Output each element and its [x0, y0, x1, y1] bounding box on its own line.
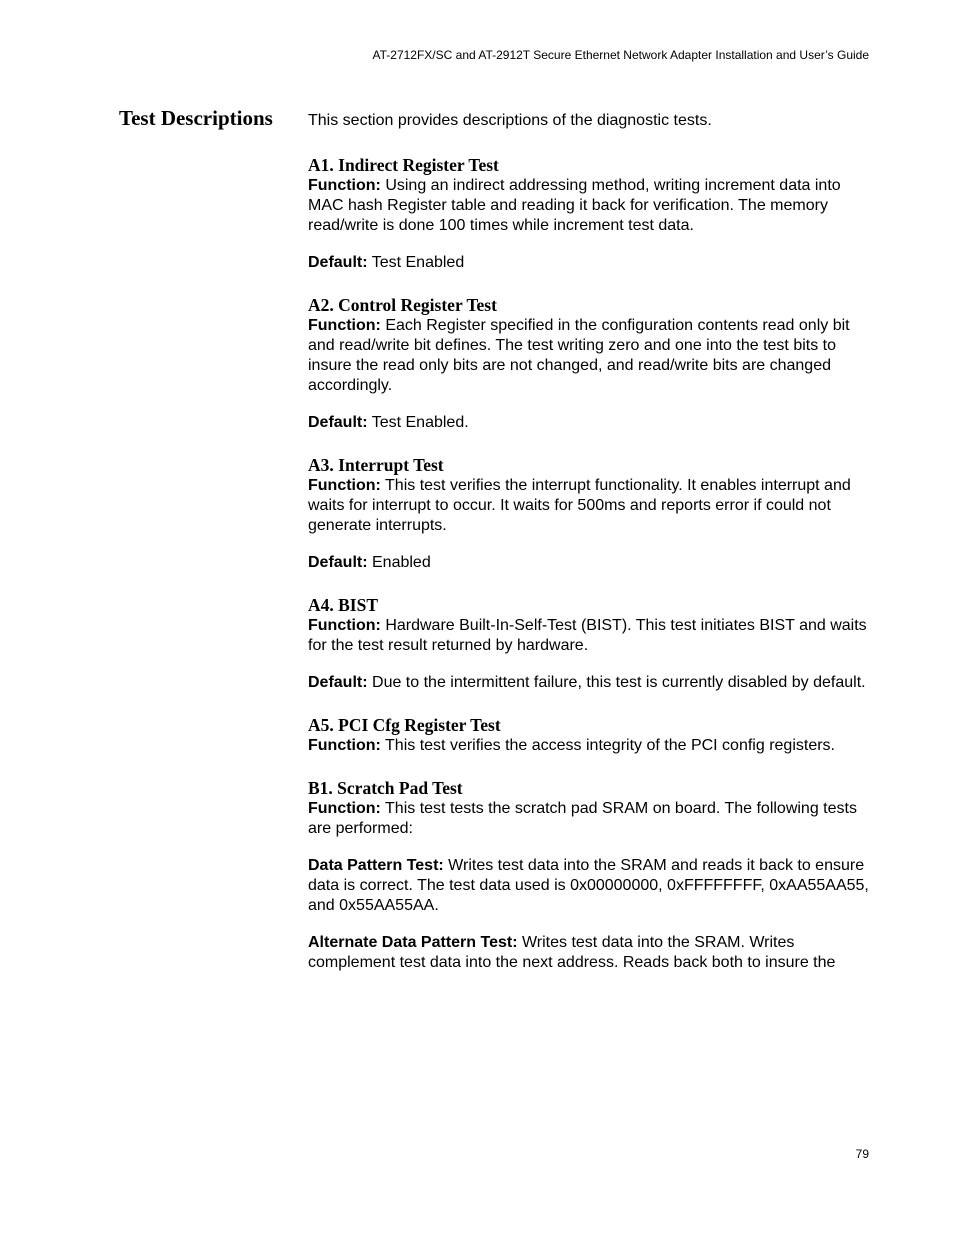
test-heading: A1. Indirect Register Test [308, 155, 499, 175]
alternate-pattern-text: Writes test data into the SRAM. Writes complement test data into the next address. Reads back both to insure the [308, 934, 836, 971]
data-pattern-paragraph [308, 856, 874, 916]
default-text: Enabled [367, 554, 431, 571]
test-block-b1 [308, 777, 874, 973]
section-title: Test Descriptions [119, 106, 273, 130]
default-paragraph [308, 553, 874, 573]
data-pattern-text: Writes test data into the SRAM and reads it back to ensure data is correct. The test data used is 0x00000000, 0xFFFFFFFF, 0xAA55AA55, and 0x55AA55AA. [308, 857, 869, 914]
function-label: Function: [308, 177, 381, 194]
default-label: Default: [308, 414, 368, 431]
default-text: Test Enabled. [367, 414, 469, 431]
test-block-a4 [308, 594, 874, 693]
default-text: Test Enabled [367, 254, 465, 271]
default-paragraph [308, 413, 874, 433]
test-heading: A4. BIST [308, 595, 379, 615]
test-block-a5 [308, 714, 874, 756]
function-text: Hardware Built-In-Self-Test (BIST). This test initiates BIST and waits for the test result returned by hardware. [308, 617, 867, 654]
test-heading: A5. PCI Cfg Register Test [308, 715, 501, 735]
function-text: This test tests the scratch pad SRAM on board. The following tests are performed: [308, 800, 857, 837]
test-block-a2 [308, 294, 874, 433]
page-number: 79 [855, 1147, 869, 1161]
function-text: Each Register specified in the configuration contents read only bit and read/write bit defines. The test writing zero and one into the test bits to insure the read only bits are not changed, and read/write bits are changed accordingly. [308, 317, 850, 394]
function-text: Using an indirect addressing method, writing increment data into MAC hash Register table and reading it back for verification. The memory read/write is done 100 times while increment test data. [308, 177, 841, 234]
content-column [308, 111, 874, 990]
data-pattern-label: Data Pattern Test: [308, 857, 444, 874]
function-paragraph [308, 616, 874, 656]
function-text: This test verifies the interrupt functionality. It enables interrupt and waits for interrupt to occur. It waits for 500ms and reports error if could not generate interrupts. [308, 477, 851, 534]
function-label: Function: [308, 317, 381, 334]
function-paragraph [308, 316, 874, 396]
function-text: This test verifies the access integrity of the PCI config registers. [380, 737, 835, 754]
function-paragraph [308, 476, 874, 536]
test-heading: A2. Control Register Test [308, 295, 497, 315]
intro-paragraph: This section provides descriptions of the diagnostic tests. [308, 112, 712, 129]
function-label: Function: [308, 800, 381, 817]
function-label: Function: [308, 477, 381, 494]
default-paragraph [308, 253, 874, 273]
alternate-pattern-paragraph [308, 933, 874, 973]
running-header: AT-2712FX/SC and AT-2912T Secure Ethernet Network Adapter Installation and User’s Guide [372, 48, 869, 62]
alternate-pattern-label: Alternate Data Pattern Test: [308, 934, 518, 951]
test-heading: A3. Interrupt Test [308, 455, 444, 475]
function-paragraph [308, 176, 874, 236]
test-block-a1 [308, 154, 874, 273]
default-label: Default: [308, 554, 368, 571]
function-label: Function: [308, 617, 381, 634]
function-paragraph [308, 736, 874, 756]
test-heading: B1. Scratch Pad Test [308, 778, 463, 798]
default-paragraph [308, 673, 874, 693]
default-label: Default: [308, 674, 368, 691]
default-label: Default: [308, 254, 368, 271]
default-text: Due to the intermittent failure, this test is currently disabled by default. [367, 674, 866, 691]
test-block-a3 [308, 454, 874, 573]
function-paragraph [308, 799, 874, 839]
function-label: Function: [308, 737, 381, 754]
